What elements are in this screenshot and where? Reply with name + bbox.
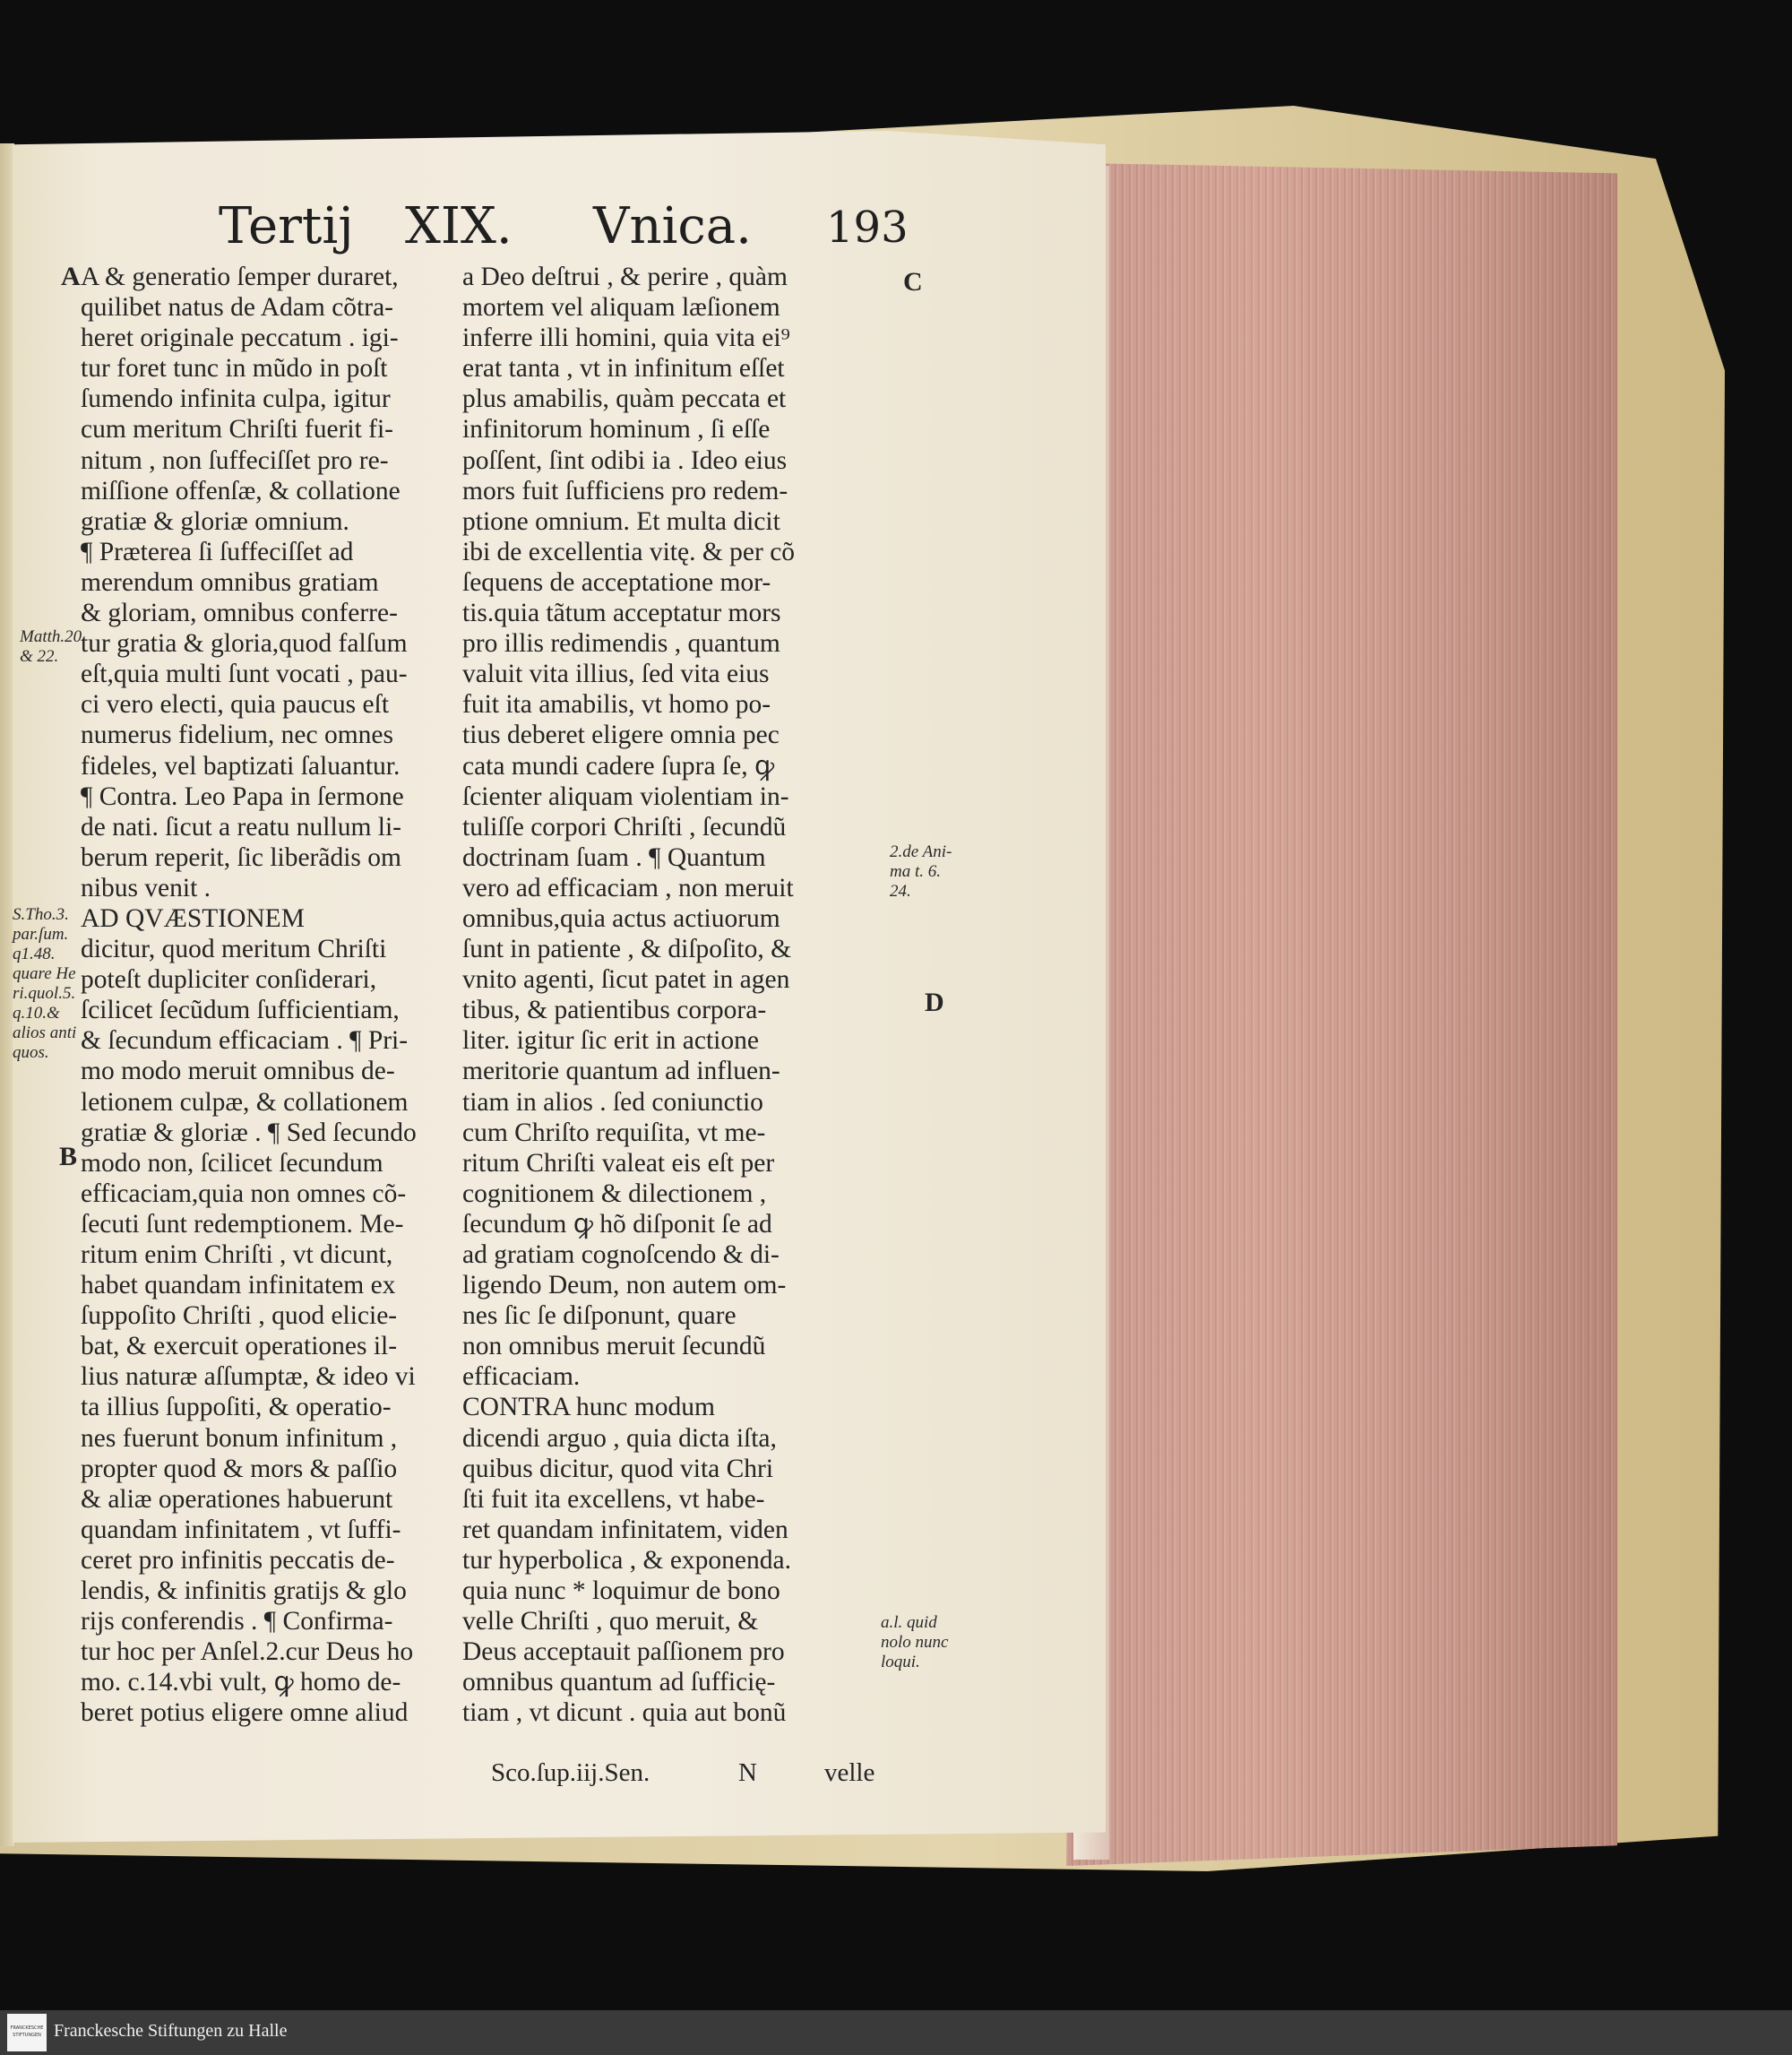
margin-note-line: Matth.20 bbox=[20, 627, 82, 646]
library-logo-icon: FRANCKESCHE STIFTUNGEN bbox=[7, 2014, 47, 2051]
running-header bbox=[219, 197, 909, 260]
right-column-line: ad gratiam cognoſcendo & di- bbox=[462, 1240, 780, 1269]
left-column-line: letionem culpæ, & collationem bbox=[81, 1087, 409, 1117]
left-column-line: & aliæ operationes habuerunt bbox=[81, 1484, 393, 1514]
margin-note-line: quos. bbox=[13, 1043, 49, 1062]
left-column-line: ceret pro infinitis peccatis de- bbox=[81, 1545, 395, 1575]
margin-note-line: q1.48. bbox=[13, 945, 56, 963]
left-column-line: AD QVÆSTIONEM bbox=[81, 903, 305, 933]
right-column-line: tius deberet eligere omnia pec bbox=[462, 721, 780, 750]
right-column-line: quia nunc * loquimur de bono bbox=[462, 1576, 780, 1606]
right-column-line: ſti fuit ita excellens, vt habe- bbox=[462, 1484, 765, 1514]
left-column-line: lius naturæ aſſumptæ, & ideo vi bbox=[81, 1362, 416, 1392]
right-column-line: cognitionem & dilectionem , bbox=[462, 1179, 767, 1208]
left-column-line: tur gratia & gloria,quod falſum bbox=[81, 629, 408, 659]
left-column-line: heret originale peccatum . igi- bbox=[81, 324, 399, 353]
left-column-line: quandam infinitatem , vt ſuffi- bbox=[81, 1515, 401, 1544]
right-column-line: nes ſic ſe diſponunt, quare bbox=[462, 1301, 737, 1331]
left-column-line: ſcilicet ſecũdum ſufficientiam, bbox=[81, 996, 400, 1025]
right-column-line: ibi de excellentia vitę. & per cõ bbox=[462, 537, 796, 566]
right-column-line: CONTRA hunc modum bbox=[462, 1393, 715, 1422]
margin-note-line: ma t. 6. bbox=[890, 862, 941, 881]
left-column-line: & ſecundum efficaciam . ¶ Pri- bbox=[81, 1026, 409, 1056]
left-column-line: numerus fidelium, nec omnes bbox=[81, 721, 394, 750]
right-column-line: tiam , vt dicunt . quia aut bonũ bbox=[462, 1698, 787, 1728]
right-column-line: quibus dicitur, quod vita Chri bbox=[462, 1454, 774, 1483]
margin-letter-a: A bbox=[61, 262, 81, 291]
left-text-column bbox=[81, 262, 457, 1729]
right-column-line: ſcienter aliquam violentiam in- bbox=[462, 781, 789, 811]
left-column-line: eſt,quia multi ſunt vocati , pau- bbox=[81, 660, 408, 689]
margin-note-matthew bbox=[20, 627, 82, 667]
left-column-line: mo. c.14.vbi vult, ꝙ homo de- bbox=[81, 1668, 401, 1697]
header-left: Tertij bbox=[219, 197, 354, 255]
page-number: 193 bbox=[826, 203, 909, 253]
right-column-line: ſecundum ꝙ hõ diſponit ſe ad bbox=[462, 1209, 772, 1239]
left-column-line: lendis, & infinitis gratijs & glo bbox=[81, 1576, 407, 1606]
right-column-line: vnito agenti, ſicut patet in agen bbox=[462, 965, 790, 995]
margin-note-line: nolo nunc bbox=[881, 1633, 949, 1652]
right-column-line: inferre illi homini, quia vita ei⁹ bbox=[462, 324, 790, 353]
library-name: Franckesche Stiftungen zu Halle bbox=[54, 2021, 288, 2041]
left-column-line: tur foret tunc in mũdo in poſt bbox=[81, 354, 388, 384]
right-column-line: meritorie quantum ad influen- bbox=[462, 1057, 780, 1086]
left-column-line: ¶ Contra. Leo Papa in ſermone bbox=[81, 781, 404, 811]
right-column-line: erat tanta , vt in infinitum eſſet bbox=[462, 354, 785, 384]
left-column-line: berum reperit, ſic liberãdis om bbox=[81, 842, 401, 872]
margin-note-line: alios anti bbox=[13, 1023, 77, 1042]
left-column-line: gratiæ & gloriæ . ¶ Sed ſecundo bbox=[81, 1118, 417, 1147]
right-column-line: valuit vita illius, ſed vita eius bbox=[462, 660, 770, 689]
right-column-line: velle Chriſti , quo meruit, & bbox=[462, 1607, 759, 1636]
right-column-line: ſequens de acceptatione mor- bbox=[462, 567, 771, 597]
margin-note-line: par.ſum. bbox=[13, 925, 69, 944]
right-column-line: efficaciam. bbox=[462, 1362, 581, 1392]
right-column-line: non omnibus meruit ſecundũ bbox=[462, 1332, 766, 1361]
margin-note-line: a.l. quid bbox=[881, 1613, 937, 1632]
left-column-line: ta illius ſuppoſiti, & operatio- bbox=[81, 1393, 392, 1422]
left-column-line: A & generatio ſemper duraret, bbox=[81, 263, 399, 291]
signature-mark: N bbox=[738, 1758, 757, 1787]
right-column-line: a Deo deſtrui , & perire , quàm bbox=[462, 263, 788, 291]
margin-note-de-anima bbox=[890, 842, 952, 902]
right-column-line: fuit ita amabilis, vt homo po- bbox=[462, 690, 771, 720]
margin-note-line: q.10.& bbox=[13, 1004, 60, 1023]
left-column-line: ritum enim Chriſti , vt dicunt, bbox=[81, 1240, 393, 1269]
catchword: velle bbox=[824, 1758, 875, 1787]
right-column-line: ligendo Deum, non autem om- bbox=[462, 1271, 787, 1300]
margin-note-line: & 22. bbox=[20, 647, 59, 666]
left-column-line: cum meritum Chriſti fuerit fi- bbox=[81, 415, 394, 445]
right-column-line: Deus acceptauit paſſionem pro bbox=[462, 1637, 785, 1667]
signature-line: Sco.ſup.iij.Sen. bbox=[491, 1758, 650, 1787]
left-column-line: ſumendo infinita culpa, igitur bbox=[81, 384, 391, 414]
right-column-line: doctrinam ſuam . ¶ Quantum bbox=[462, 842, 766, 872]
margin-note-line: ri.quol.5. bbox=[13, 984, 76, 1003]
left-column-line: nitum , non ſuffeciſſet pro re- bbox=[81, 445, 389, 475]
left-column-line: merendum omnibus gratiam bbox=[81, 567, 379, 597]
right-column-line: vero ad efficaciam , non meruit bbox=[462, 873, 794, 902]
right-column-line: mors fuit ſufficiens pro redem- bbox=[462, 476, 788, 505]
left-column-line: ci vero electi, quia paucus eſt bbox=[81, 690, 390, 720]
margin-letter-b: B bbox=[59, 1142, 78, 1171]
left-column-line: beret potius eligere omne aliud bbox=[81, 1698, 409, 1728]
left-column-line: habet quandam infinitatem ex bbox=[81, 1271, 396, 1300]
left-column-line: ſecuti ſunt redemptionem. Me- bbox=[81, 1209, 404, 1239]
header-center: XIX. bbox=[405, 197, 513, 255]
right-column-line: omnibus,quia actus actiuorum bbox=[462, 903, 780, 933]
left-column-line: modo non, ſcilicet ſecundum bbox=[81, 1148, 383, 1178]
left-column-line: dicitur, quod meritum Chriſti bbox=[81, 935, 387, 964]
margin-note-line: S.Tho.3. bbox=[13, 905, 69, 924]
left-column-line: de nati. ſicut a reatu nullum li- bbox=[81, 812, 401, 842]
right-column-line: pro illis redimendis , quantum bbox=[462, 629, 780, 659]
margin-note-line: 2.de Ani- bbox=[890, 842, 952, 861]
margin-note-sthomas bbox=[13, 905, 76, 1063]
left-column-line: propter quod & mors & paſſio bbox=[81, 1454, 398, 1483]
left-column-line: & gloriam, omnibus conferre- bbox=[81, 599, 398, 628]
right-text-column bbox=[462, 262, 883, 1729]
left-column-line: quilibet natus de Adam cõtra- bbox=[81, 293, 393, 323]
left-column-line: miſſione offenſæ, & collatione bbox=[81, 476, 401, 505]
left-column-line: fideles, vel baptizati ſaluantur. bbox=[81, 751, 401, 781]
right-column-line: poſſent, ſint odibi ia . Ideo eius bbox=[462, 445, 788, 475]
margin-note-line: 24. bbox=[890, 882, 911, 901]
left-column-line: tur hoc per Anſel.2.cur Deus ho bbox=[81, 1637, 414, 1667]
right-column-line: ritum Chriſti valeat eis eſt per bbox=[462, 1148, 775, 1178]
right-column-line: cata mundi cadere ſupra ſe, ꝙ bbox=[462, 751, 775, 781]
right-column-line: infinitorum hominum , ſi eſſe bbox=[462, 415, 771, 445]
right-column-line: omnibus quantum ad ſufficię- bbox=[462, 1668, 776, 1697]
right-column-line: mortem vel aliquam læſionem bbox=[462, 293, 780, 323]
margin-note-line: loqui. bbox=[881, 1653, 920, 1671]
left-column-line: rijs conferendis . ¶ Confirma- bbox=[81, 1607, 393, 1636]
right-column-line: liter. igitur ſic erit in actione bbox=[462, 1026, 759, 1056]
page-block-edge bbox=[1066, 163, 1617, 1866]
margin-note-line: quare He bbox=[13, 964, 76, 983]
right-column-line: ret quandam infinitatem, viden bbox=[462, 1515, 788, 1544]
right-column-line: tiam in alios . ſed coniunctio bbox=[462, 1087, 763, 1117]
left-column-line: ſuppoſito Chriſti , quod elicie- bbox=[81, 1301, 398, 1331]
margin-letter-c: C bbox=[903, 267, 923, 297]
right-column-line: tur hyperbolica , & exponenda. bbox=[462, 1545, 791, 1575]
right-column-line: cum Chriſto requiſita, vt me- bbox=[462, 1118, 766, 1147]
right-column-line: plus amabilis, quàm peccata et bbox=[462, 384, 787, 414]
right-column-line: tis.quia tãtum acceptatur mors bbox=[462, 599, 781, 628]
left-column-line: poteſt dupliciter conſiderari, bbox=[81, 965, 377, 995]
left-column-line: gratiæ & gloriæ omnium. bbox=[81, 506, 349, 536]
right-column-line: ptione omnium. Et multa dicit bbox=[462, 506, 780, 536]
left-column-line: nibus venit . bbox=[81, 873, 211, 902]
left-column-line: efficaciam,quia non omnes cõ- bbox=[81, 1179, 407, 1208]
library-footer-bar bbox=[0, 2010, 1792, 2055]
right-column-line: ſunt in patiente , & diſpoſito, & bbox=[462, 935, 792, 964]
left-column-line: nes fuerunt bonum infinitum , bbox=[81, 1423, 398, 1453]
right-column-line: tibus, & patientibus corpora- bbox=[462, 996, 767, 1025]
left-column-line: mo modo meruit omnibus de- bbox=[81, 1057, 395, 1086]
right-column-line: dicendi arguo , quia dicta iſta, bbox=[462, 1423, 777, 1453]
left-column-line: ¶ Præterea ſi ſuffeciſſet ad bbox=[81, 537, 354, 566]
left-column-line: bat, & exercuit operationes il- bbox=[81, 1332, 398, 1361]
header-right: Vnica. bbox=[593, 197, 752, 255]
margin-note-quid bbox=[881, 1613, 948, 1672]
margin-letter-d: D bbox=[925, 988, 944, 1017]
right-column-line: tuliſſe corpori Chriſti , ſecundũ bbox=[462, 812, 787, 842]
